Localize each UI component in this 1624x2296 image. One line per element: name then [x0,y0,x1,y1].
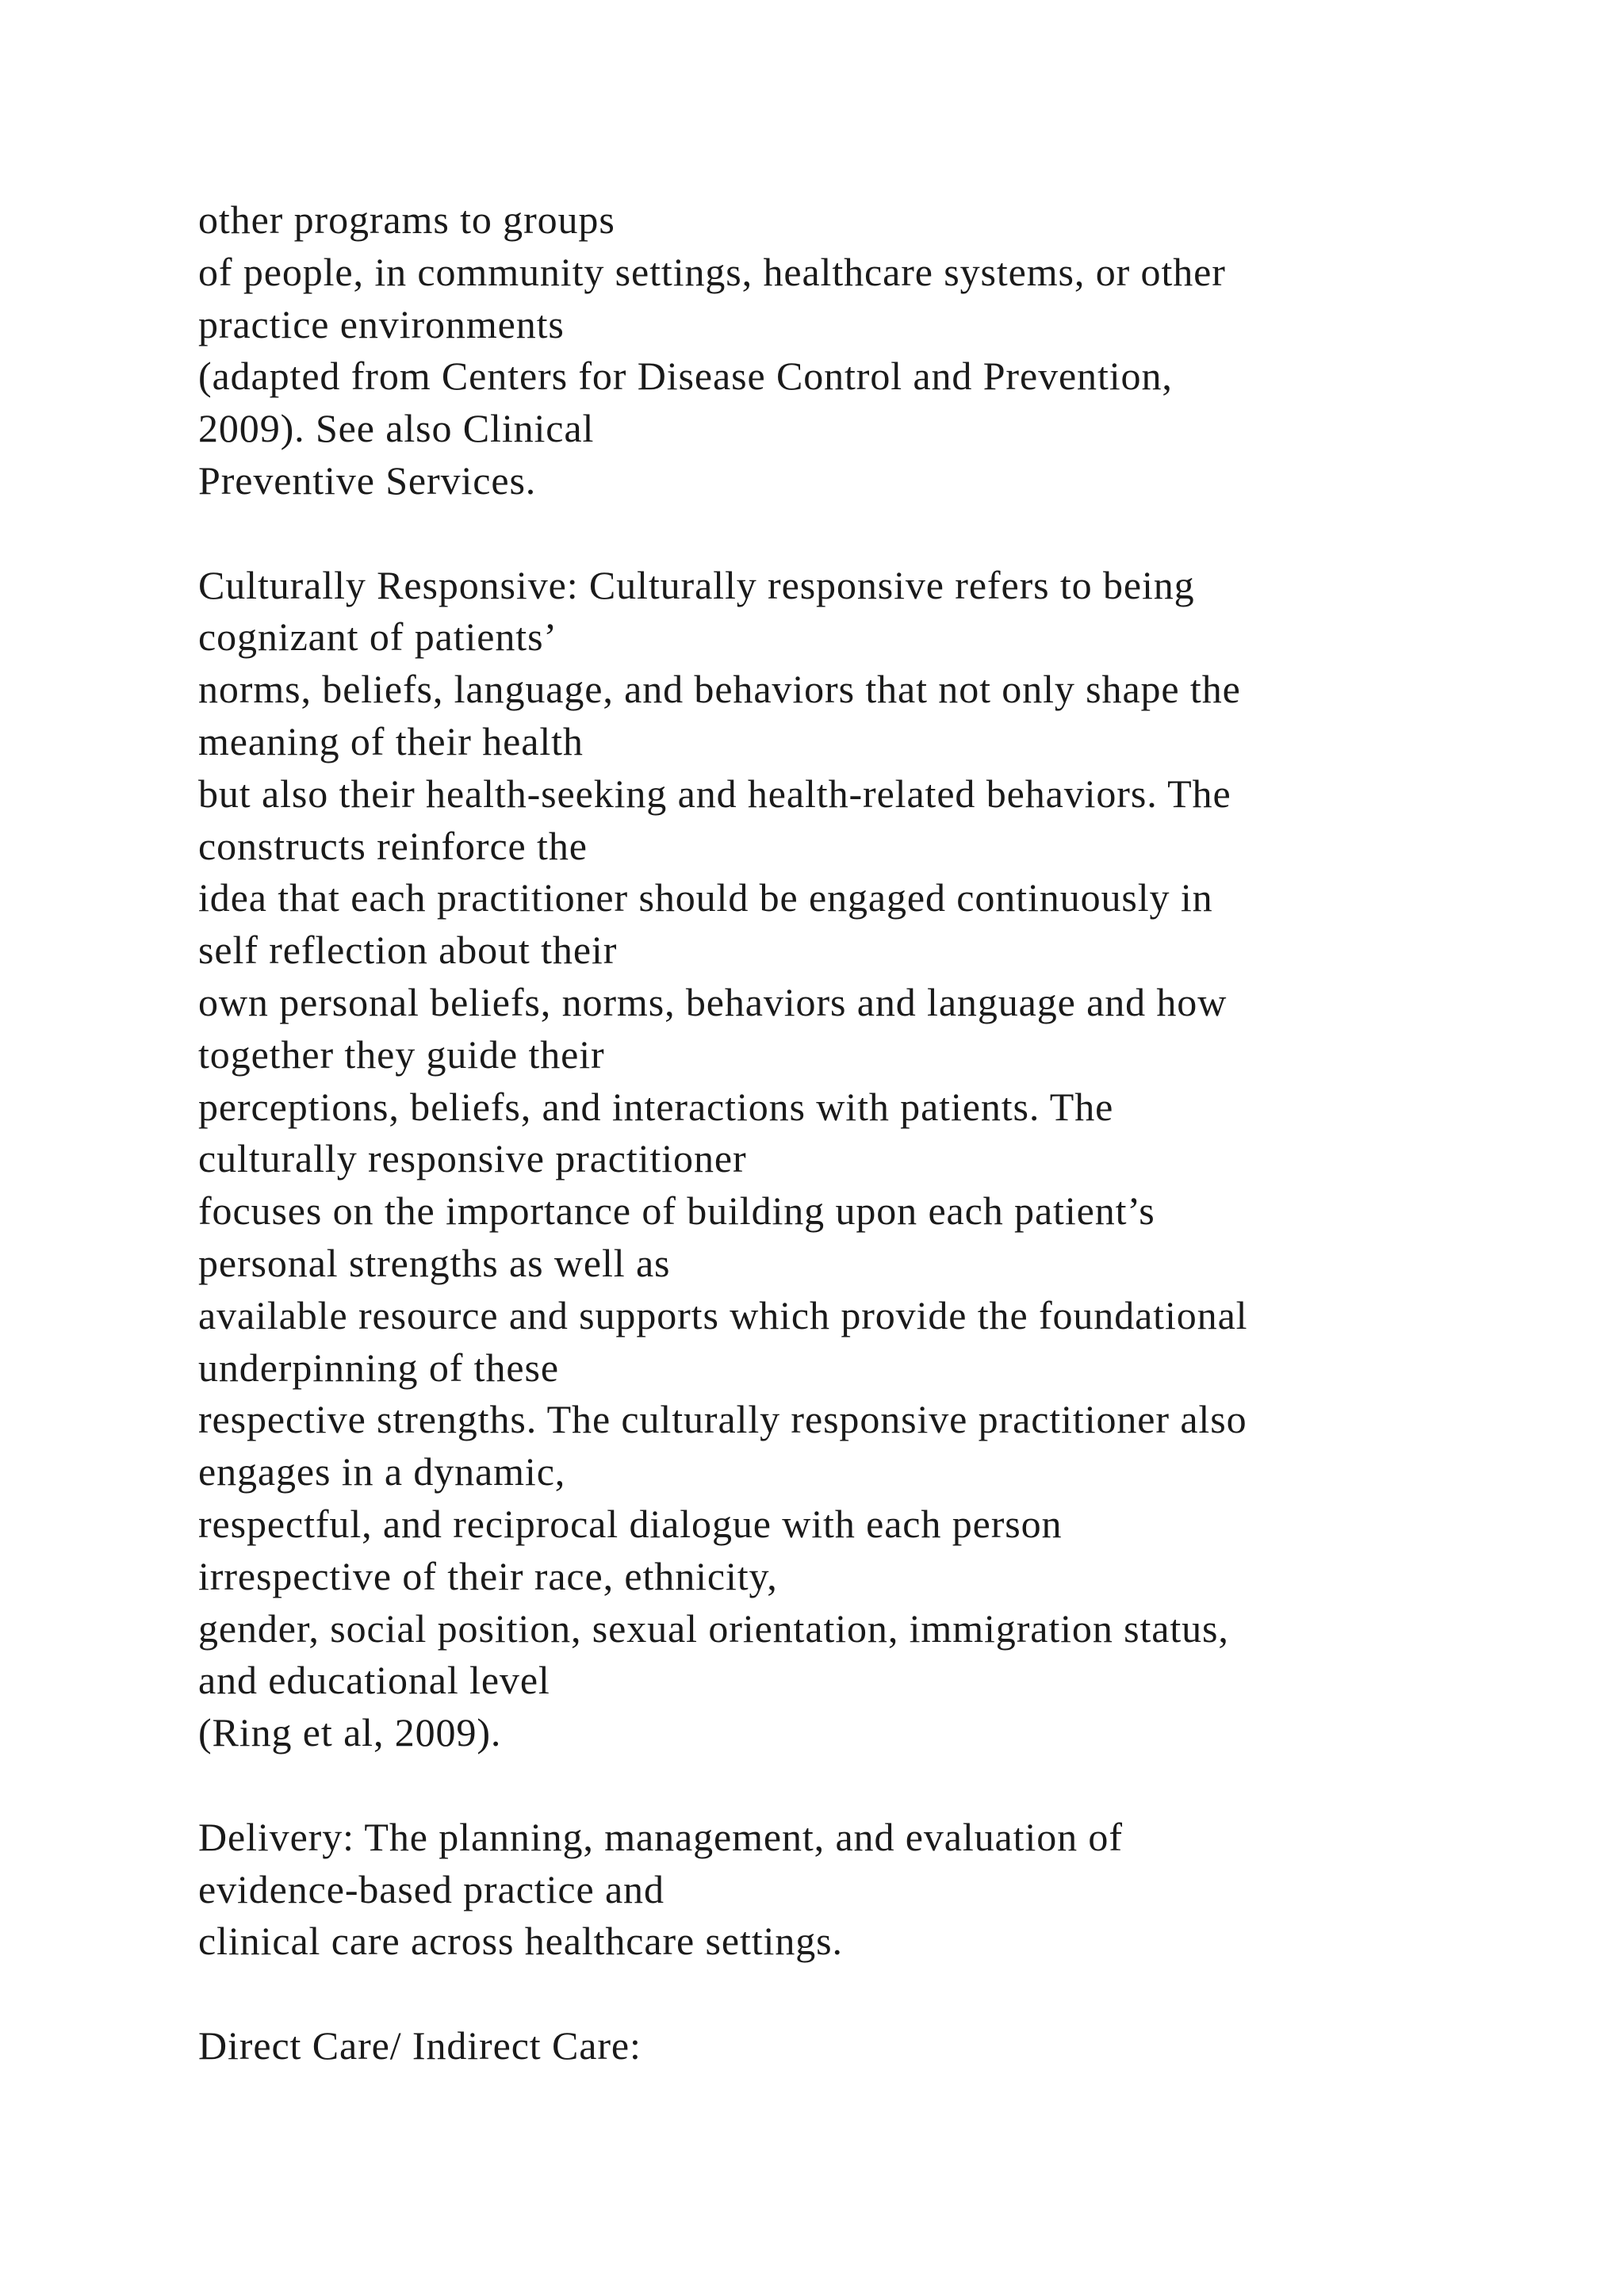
text-line: focuses on the importance of building upon each patient’s [198,1188,1155,1234]
text-line: Direct Care/ Indirect Care: [198,2022,642,2068]
text-line: other programs to groups [198,197,615,242]
text-line: meaning of their health [198,718,584,763]
text-line: of people, in community settings, healthcare systems, or other [198,249,1226,294]
text-line: own personal beliefs, norms, behaviors and language and how [198,979,1228,1024]
text-line: perceptions, beliefs, and interactions with patients. The [198,1084,1114,1129]
paragraph-delivery [198,1812,1594,1968]
paragraph-spacer [198,1968,1594,2020]
text-line: clinical care across healthcare settings. [198,1919,843,1964]
text-line: norms, beliefs, language, and behaviors that not only shape the [198,667,1241,712]
text-line: idea that each practitioner should be engaged continuously in [198,875,1213,920]
paragraph-culturally-responsive [198,560,1594,1759]
text-line: together they guide their [198,1031,605,1077]
paragraph-clinical-preventive-continuation [198,194,1594,507]
text-line: irrespective of their race, ethnicity, [198,1553,778,1598]
text-line: respectful, and reciprocal dialogue with each person [198,1501,1063,1546]
text-line: (adapted from Centers for Disease Control and Prevention, [198,354,1173,399]
text-line: respective strengths. The culturally responsive practitioner also [198,1397,1247,1442]
document-page [198,194,1594,2072]
text-line: Preventive Services. [198,457,537,503]
text-line: cognizant of patients’ [198,614,557,660]
paragraph-spacer [198,507,1594,560]
text-line: 2009). See also Clinical [198,406,595,451]
text-line: available resource and supports which provide the foundational [198,1292,1248,1337]
text-line: engages in a dynamic, [198,1449,566,1494]
text-line: Delivery: The planning, management, and evaluation of [198,1814,1123,1859]
text-line: Culturally Responsive: Culturally responsive refers to being [198,562,1195,607]
text-line: personal strengths as well as [198,1240,671,1285]
text-line: underpinning of these [198,1345,559,1390]
text-line: (Ring et al, 2009). [198,1710,502,1755]
paragraph-spacer [198,1759,1594,1812]
paragraph-direct-care-heading [198,2020,1594,2072]
text-line: but also their health-seeking and health-related behaviors. The [198,771,1231,816]
text-line: practice environments [198,301,565,346]
text-line: and educational level [198,1658,550,1703]
text-line: self reflection about their [198,928,618,973]
text-line: gender, social position, sexual orientation, immigration status, [198,1605,1229,1651]
text-line: culturally responsive practitioner [198,1136,747,1181]
text-line: constructs reinforce the [198,823,588,868]
text-line: evidence-based practice and [198,1866,665,1911]
